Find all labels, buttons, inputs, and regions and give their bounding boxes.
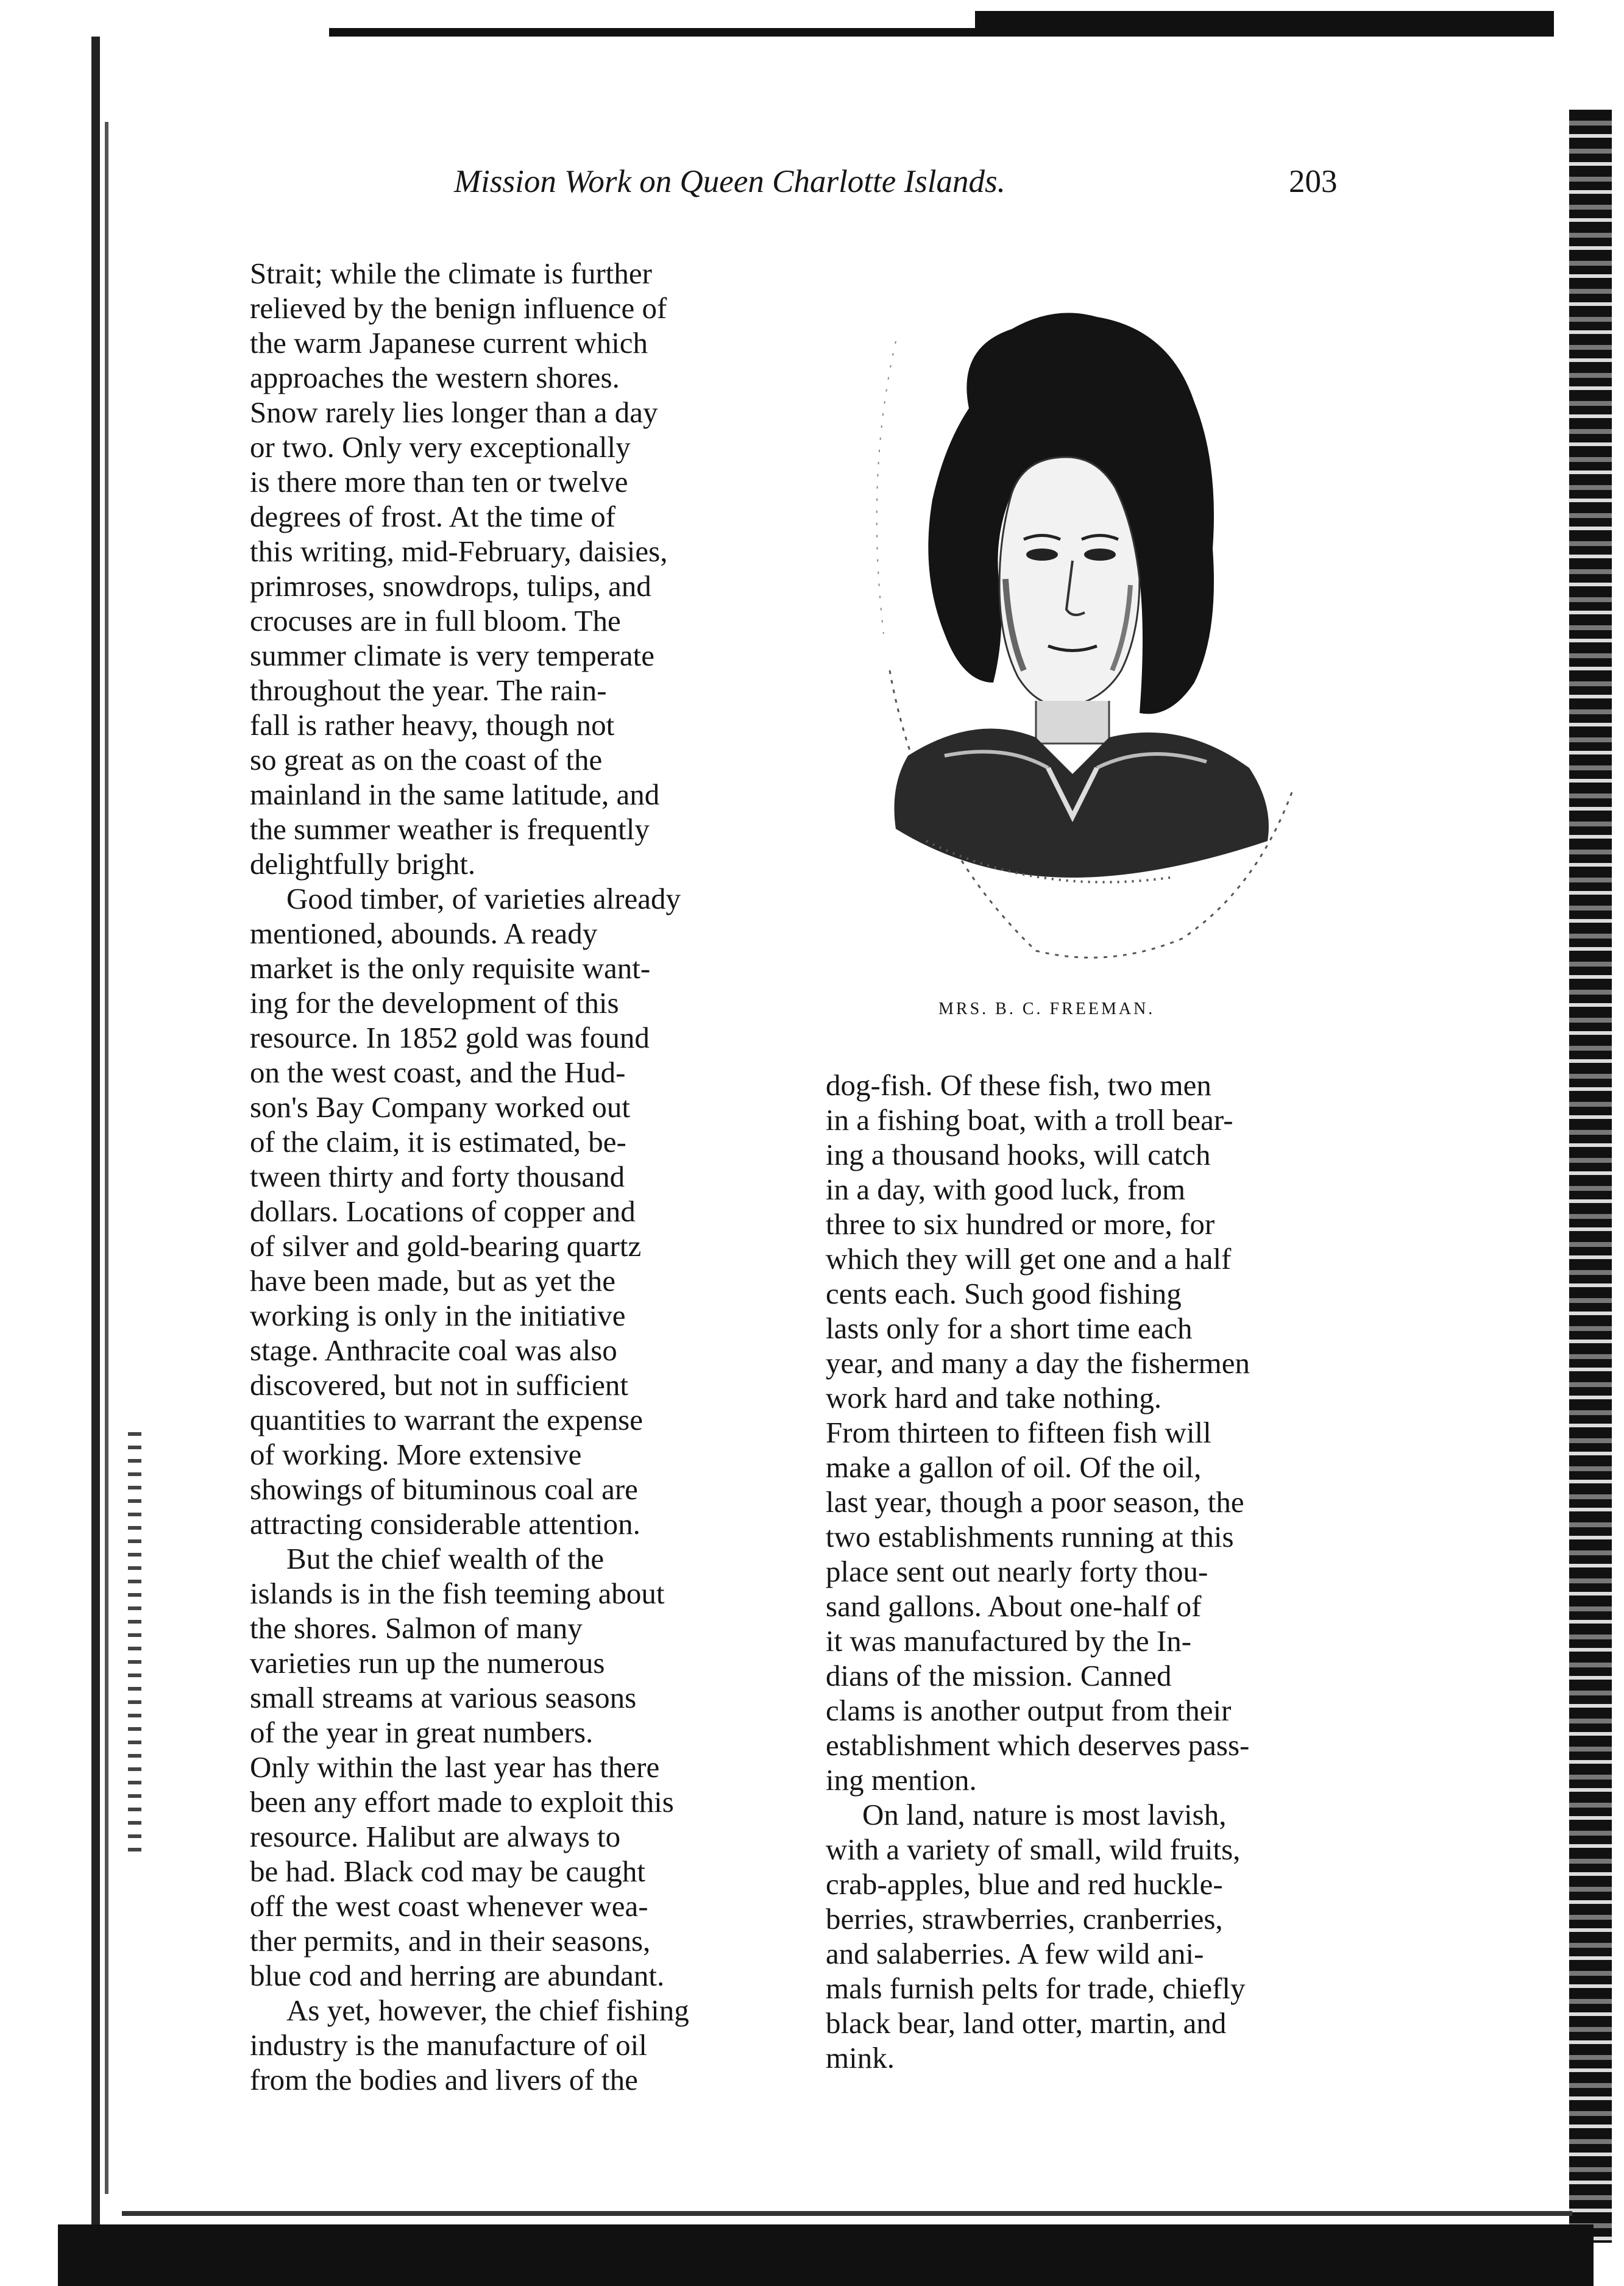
text-line: the summer weather is frequently xyxy=(250,812,650,846)
text-line: establishment which deserves pass- xyxy=(826,1728,1250,1762)
text-line: it was manufactured by the In- xyxy=(826,1624,1192,1658)
text-line: the warm Japanese current which xyxy=(250,326,648,360)
text-line: be had. Black cod may be caught xyxy=(250,1855,646,1888)
text-line: ing a thousand hooks, will catch xyxy=(826,1138,1211,1171)
text-line: from the bodies and livers of the xyxy=(250,2063,638,2096)
text-line: discovered, but not in sufficient xyxy=(250,1368,628,1402)
text-line: ther permits, and in their seasons, xyxy=(250,1924,651,1958)
text-line: so great as on the coast of the xyxy=(250,743,603,776)
text-line: of the year in great numbers. xyxy=(250,1716,594,1749)
text-line: fall is rather heavy, though not xyxy=(250,708,615,742)
text-line: this writing, mid-February, daisies, xyxy=(250,534,668,568)
scan-border-left xyxy=(91,37,100,2267)
text-line: summer climate is very temperate xyxy=(250,639,654,672)
text-line: blue cod and herring are abundant. xyxy=(250,1959,665,1992)
text-line: the shores. Salmon of many xyxy=(250,1611,583,1645)
text-line: is there more than ten or twelve xyxy=(250,465,628,499)
text-line: son's Bay Company worked out xyxy=(250,1090,631,1124)
scan-border-bottom xyxy=(58,2224,1594,2286)
text-line: three to six hundred or more, for xyxy=(826,1207,1215,1241)
text-line: islands is in the fish teeming about xyxy=(250,1577,665,1610)
text-line: or two. Only very exceptionally xyxy=(250,430,631,464)
text-line: Snow rarely lies longer than a day xyxy=(250,396,658,429)
text-line: place sent out nearly forty thou- xyxy=(826,1555,1208,1588)
text-line: market is the only requisite want- xyxy=(250,951,651,985)
text-line: ing mention. xyxy=(826,1763,977,1797)
text-line: mentioned, abounds. A ready xyxy=(250,917,598,950)
text-line: Good timber, of varieties already xyxy=(286,882,681,915)
text-line: tween thirty and forty thousand xyxy=(250,1160,625,1193)
text-line: throughout the year. The rain- xyxy=(250,673,607,707)
text-line: Only within the last year has there xyxy=(250,1750,660,1784)
text-line: year, and many a day the fishermen xyxy=(826,1346,1250,1380)
text-line: working is only in the initiative xyxy=(250,1299,626,1332)
text-line: stage. Anthracite coal was also xyxy=(250,1333,617,1367)
text-line: clams is another output from their xyxy=(826,1694,1232,1727)
text-line: black bear, land otter, martin, and xyxy=(826,2006,1227,2040)
scan-border-left-inner xyxy=(105,122,108,2194)
text-line: berries, strawberries, cranberries, xyxy=(826,1902,1223,1936)
text-line: small streams at various seasons xyxy=(250,1681,637,1714)
text-line: dollars. Locations of copper and xyxy=(250,1194,636,1228)
text-line: cents each. Such good fishing xyxy=(826,1277,1182,1310)
text-line: Strait; while the climate is further xyxy=(250,257,652,290)
scan-line-bottom xyxy=(122,2211,1572,2216)
text-line: mainland in the same latitude, and xyxy=(250,778,660,811)
portrait-illustration xyxy=(853,293,1316,975)
text-line: in a day, with good luck, from xyxy=(826,1173,1186,1206)
text-line: sand gallons. About one-half of xyxy=(826,1589,1202,1623)
text-line: dog-fish. Of these fish, two men xyxy=(826,1068,1211,1102)
scan-border-top xyxy=(329,28,1554,37)
text-line: quantities to warrant the expense xyxy=(250,1403,643,1436)
text-line: last year, though a poor season, the xyxy=(826,1485,1244,1519)
text-line: attracting considerable attention. xyxy=(250,1507,640,1541)
text-line: From thirteen to fifteen fish will xyxy=(826,1416,1211,1449)
scan-border-right xyxy=(1569,110,1612,2243)
running-title: Mission Work on Queen Charlotte Islands. xyxy=(454,164,1005,199)
text-line: resource. In 1852 gold was found xyxy=(250,1021,650,1054)
text-line: of working. More extensive xyxy=(250,1438,582,1471)
portrait-engraving xyxy=(877,313,1292,957)
text-line: off the west coast whenever wea- xyxy=(250,1889,648,1923)
text-line: with a variety of small, wild fruits, xyxy=(826,1833,1241,1866)
text-line: lasts only for a short time each xyxy=(826,1312,1193,1345)
text-line: been any effort made to exploit this xyxy=(250,1785,674,1819)
text-line: of the claim, it is estimated, be- xyxy=(250,1125,626,1159)
text-line: dians of the mission. Canned xyxy=(826,1659,1172,1692)
text-line: varieties run up the numerous xyxy=(250,1646,605,1680)
text-line: approaches the western shores. xyxy=(250,361,620,394)
text-line: make a gallon of oil. Of the oil, xyxy=(826,1450,1202,1484)
text-line: industry is the manufacture of oil xyxy=(250,2028,647,2062)
text-line: delightfully bright. xyxy=(250,847,476,881)
text-line: work hard and take nothing. xyxy=(826,1381,1162,1415)
text-line: in a fishing boat, with a troll bear- xyxy=(826,1103,1233,1137)
text-line: two establishments running at this xyxy=(826,1520,1234,1553)
text-line: primroses, snowdrops, tulips, and xyxy=(250,569,651,603)
text-line: degrees of frost. At the time of xyxy=(250,500,616,533)
text-line: which they will get one and a half xyxy=(826,1242,1232,1276)
figure-caption: MRS. B. C. FREEMAN. xyxy=(938,999,1155,1018)
text-line: relieved by the benign influence of xyxy=(250,291,667,325)
text-line: On land, nature is most lavish, xyxy=(862,1798,1227,1831)
page-number: 203 xyxy=(1289,164,1338,199)
text-line: As yet, however, the chief fishing xyxy=(286,1993,689,2027)
text-line: crab-apples, blue and red huckle- xyxy=(826,1867,1223,1901)
text-line: have been made, but as yet the xyxy=(250,1264,616,1297)
scan-speckle-left xyxy=(128,1432,141,1859)
text-line: mals furnish pelts for trade, chiefly xyxy=(826,1972,1246,2005)
text-line: of silver and gold-bearing quartz xyxy=(250,1229,642,1263)
text-line: on the west coast, and the Hud- xyxy=(250,1056,626,1089)
text-line: and salaberries. A few wild ani- xyxy=(826,1937,1204,1970)
text-line: ing for the development of this xyxy=(250,986,619,1020)
text-line: mink. xyxy=(826,2041,895,2075)
text-line: But the chief wealth of the xyxy=(286,1542,605,1575)
text-line: showings of bituminous coal are xyxy=(250,1472,638,1506)
text-line: crocuses are in full bloom. The xyxy=(250,604,621,637)
text-line: resource. Halibut are always to xyxy=(250,1820,621,1853)
